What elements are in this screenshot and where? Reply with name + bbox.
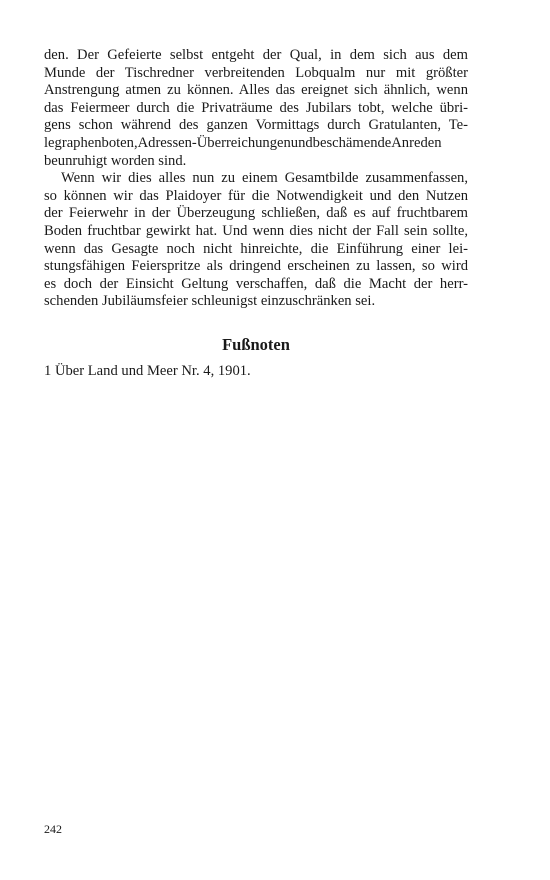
text-line: Boden fruchtbar gewirkt hat. Und wenn dies nicht der Fall sein sollte,	[44, 222, 468, 239]
text-line: schenden Jubiläumsfeier schleunigst einzuschränken sei.	[44, 293, 376, 310]
paragraph-2	[44, 170, 468, 311]
text-line: Wenn wir dies alles nun zu einem Gesamtbilde zusammenfassen,	[61, 170, 468, 187]
text-line: Munde der Tischredner verbreitenden Lobqualm nur mit größter	[44, 64, 468, 81]
text-line: so können wir das Plaidoyer für die Notwendigkeit und den Nutzen	[44, 187, 468, 204]
page-number: 242	[44, 822, 62, 836]
text-line: den. Der Gefeierte selbst entgeht der Qual, in dem sich aus dem	[44, 47, 468, 63]
text-line: der Feierwehr in der Überzeugung schließen, daß es auf fruchtbarem	[44, 205, 468, 222]
page-body	[44, 47, 468, 381]
paragraph-1	[44, 47, 468, 170]
footnotes-heading: Fußnoten	[222, 334, 290, 354]
footnote-item: 1 Über Land und Meer Nr. 4, 1901.	[44, 362, 251, 379]
text-line: beunruhigt worden sind.	[44, 152, 187, 169]
text-line: legraphenboten,Adressen-ÜberreichungenundbeschämendeAnreden	[44, 134, 442, 151]
text-line: das Feiermeer durch die Privaträume des Jubilars tobt, welche übri-	[44, 99, 468, 116]
text-line: Anstrengung atmen zu können. Alles das ereignet sich ähnlich, wenn	[44, 82, 468, 99]
text-line: wenn das Gesagte noch nicht hinreichte, die Einführung einer lei-	[44, 240, 468, 257]
text-line: stungsfähigen Feierspritze als dringend erscheinen zu lassen, so wird	[44, 258, 468, 275]
text-line: es doch der Einsicht Geltung verschaffen, daß die Macht der herr-	[44, 275, 468, 292]
text-line: gens schon während des ganzen Vormittags durch Gratulanten, Te-	[44, 117, 468, 134]
